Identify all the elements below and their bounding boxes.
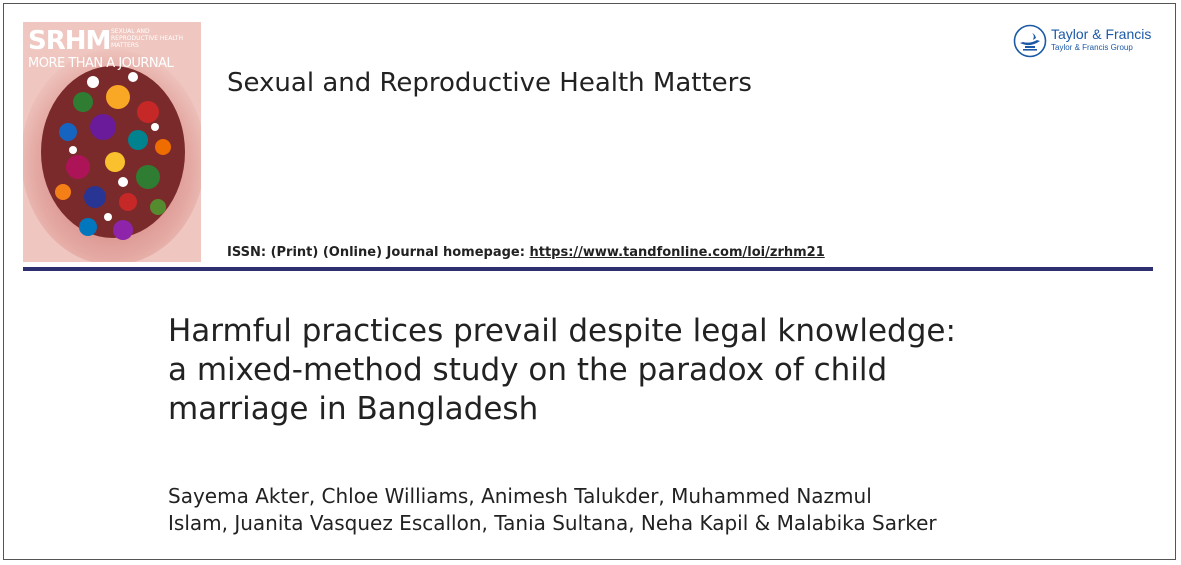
article-title-line: marriage in Bangladesh bbox=[168, 391, 539, 427]
issn-line bbox=[227, 245, 825, 260]
lamp-icon bbox=[1013, 24, 1047, 58]
header-divider bbox=[23, 267, 1153, 271]
issn-label: ISSN: (Print) (Online) Journal homepage: bbox=[227, 245, 530, 260]
article-title-line: a mixed-method study on the paradox of child bbox=[168, 352, 888, 388]
article-authors bbox=[168, 483, 1128, 537]
authors-line: Islam, Juanita Vasquez Escallon, Tania Sultana, Neha Kapil & Malabika Sarker bbox=[168, 511, 937, 535]
article-title-line: Harmful practices prevail despite legal knowledge: bbox=[168, 313, 956, 349]
cover-logo: SRHM bbox=[28, 26, 111, 56]
cover-subtitle: SEXUAL AND REPRODUCTIVE HEALTH MATTERS bbox=[111, 28, 184, 49]
publisher-name: Taylor & Francis bbox=[1051, 26, 1152, 42]
publisher-group: Taylor & Francis Group bbox=[1051, 43, 1133, 52]
article-title bbox=[168, 312, 1128, 429]
journal-title: Sexual and Reproductive Health Matters bbox=[227, 68, 752, 98]
authors-line: Sayema Akter, Chloe Williams, Animesh Talukder, Muhammed Nazmul bbox=[168, 484, 872, 508]
journal-homepage-link[interactable]: https://www.tandfonline.com/loi/zrhm21 bbox=[529, 245, 825, 260]
journal-cover-image bbox=[23, 22, 201, 262]
cover-tagline: MORE THAN A JOURNAL bbox=[28, 56, 174, 71]
publisher-logo[interactable] bbox=[1013, 24, 1163, 58]
